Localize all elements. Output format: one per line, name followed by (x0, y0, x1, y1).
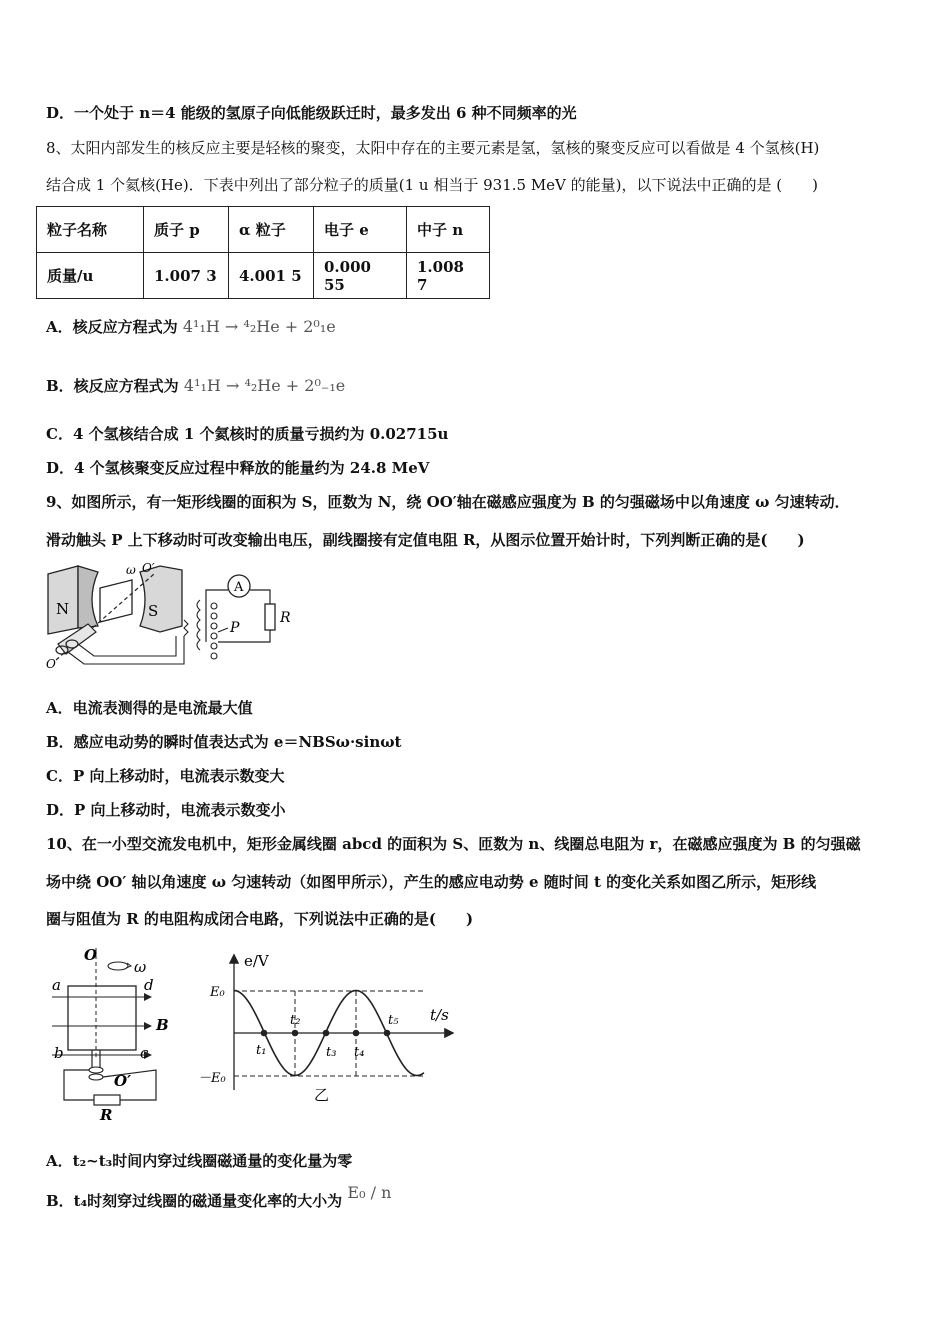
q9-stem-line2: 滑动触头 P 上下移动时可改变输出电压，副线圈接有定值电阻 R，从图示位置开始计时，下列判断正确的是( ) (46, 531, 805, 549)
q9-stem-line1: 9、如图所示，有一矩形线圈的面积为 S，匝数为 N，绕 OO′轴在磁感应强度为 B 的匀强磁场中以角速度 ω 匀速转动． (46, 493, 850, 511)
table-cell: 质量/u (37, 253, 144, 299)
t1-label: t₁ (256, 1043, 267, 1058)
table-cell: α 粒子 (229, 207, 314, 253)
neg-e0-label: －E₀ (198, 1071, 226, 1086)
axis-o-prime-label: O′ (142, 561, 155, 575)
q10-emf-graph (194, 944, 464, 1104)
t2-label: t₂ (290, 1013, 301, 1028)
q9-option-d: D．P 向上移动时，电流表示数变小 (46, 801, 286, 819)
q10-stem-line3: 圈与阻值为 R 的电阻构成闭合电路，下列说法中正确的是( ) (46, 910, 474, 928)
q10-option-b (46, 1183, 392, 1211)
q8-option-b-formula: 4¹₁H → ⁴₂He + 2⁰₋₁e (183, 376, 346, 395)
x-axis-label: t/s (430, 1006, 449, 1024)
corner-c-label: c (140, 1044, 149, 1062)
q10-option-b-formula: E₀ / n (347, 1183, 392, 1202)
ammeter-label: A (234, 580, 244, 595)
q8-option-a-formula: 4¹₁H → ⁴₂He + 2⁰₁e (182, 317, 336, 336)
table-cell: 粒子名称 (37, 207, 144, 253)
q10-stem-line2: 场中绕 OO′ 轴以角速度 ω 匀速转动（如图甲所示），产生的感应电动势 e 随时间 t 的变化关系如图乙所示，矩形线 (46, 873, 817, 891)
q8-option-a (46, 316, 336, 337)
corner-d-label: d (144, 976, 154, 994)
figure-caption: 乙 (314, 1086, 330, 1104)
q9-option-a: A．电流表测得的是电流最大值 (46, 699, 253, 717)
table-cell: 电子 e (314, 207, 407, 253)
resistor-label: R (100, 1106, 113, 1124)
y-axis-label: e/V (244, 952, 269, 970)
table-cell: 中子 n (407, 207, 490, 253)
axis-o-label: O (84, 946, 98, 964)
q10-stem-line1: 10、在一小型交流发电机中，矩形金属线圈 abcd 的面积为 S、匝数为 n、线圈总电阻为 r，在磁感应强度为 B 的匀强磁 (46, 835, 861, 853)
t2-point (292, 1030, 299, 1037)
omega-label: ω (134, 958, 147, 976)
q10-option-b-text: B．t₄时刻穿过线圈的磁通量变化率的大小为 (46, 1192, 343, 1210)
axis-o-prime-label: O′ (114, 1072, 132, 1090)
q8-option-c: C．4 个氢核结合成 1 个氦核时的质量亏损约为 0.02715u (46, 425, 449, 443)
q8-stem-line1: 8、太阳内部发生的核反应主要是轻核的聚变，太阳中存在的主要元素是氢，氢核的聚变反应可以看做是 4 个氢核(H) (46, 139, 820, 157)
q9-option-c: C．P 向上移动时，电流表示数变大 (46, 767, 285, 785)
q10-coil-figure (44, 944, 184, 1124)
field-b-label: B (156, 1016, 169, 1034)
t5-point (384, 1030, 391, 1037)
t4-point (353, 1030, 360, 1037)
axis-o-label: O (46, 657, 56, 671)
t5-label: t₅ (388, 1013, 399, 1028)
particle-mass-table (36, 206, 490, 299)
q9-option-b: B．感应电动势的瞬时值表达式为 e＝NBSω·sinωt (46, 733, 402, 751)
t4-label: t₄ (354, 1045, 365, 1060)
omega-label: ω (126, 563, 136, 577)
q7-option-d: D．一个处于 n＝4 能级的氢原子向低能级跃迁时，最多发出 6 种不同频率的光 (46, 104, 577, 122)
table-header-row (37, 207, 490, 253)
t1-point (261, 1030, 268, 1037)
q8-option-a-text: A．核反应方程式为 (46, 318, 178, 336)
q10-option-a: A．t₂~t₃时间内穿过线圈磁通量的变化量为零 (46, 1152, 353, 1170)
table-cell: 质子 p (144, 207, 229, 253)
table-cell: 1.007 3 (144, 253, 229, 299)
q9-generator-figure (44, 560, 304, 672)
corner-b-label: b (54, 1044, 64, 1062)
e0-label: E₀ (210, 985, 225, 1000)
q8-option-d: D．4 个氢核聚变反应过程中释放的能量约为 24.8 MeV (46, 459, 430, 477)
table-cell: 1.008 7 (407, 253, 490, 299)
t3-point (323, 1030, 330, 1037)
pole-s-label: S (148, 602, 159, 620)
corner-a-label: a (52, 976, 61, 994)
table-cell: 4.001 5 (229, 253, 314, 299)
q8-stem-line2: 结合成 1 个氦核(He)．下表中列出了部分粒子的质量(1 u 相当于 931.5 MeV 的能量)，以下说法中正确的是 ( ) (46, 176, 818, 194)
pole-n-label: N (56, 600, 70, 618)
t3-label: t₃ (326, 1045, 337, 1060)
table-cell: 0.000 55 (314, 253, 407, 299)
table-row (37, 253, 490, 299)
slider-p-label: P (230, 620, 240, 636)
q8-option-b-text: B．核反应方程式为 (46, 377, 179, 395)
resistor-label: R (280, 610, 291, 626)
q8-option-b (46, 375, 345, 396)
